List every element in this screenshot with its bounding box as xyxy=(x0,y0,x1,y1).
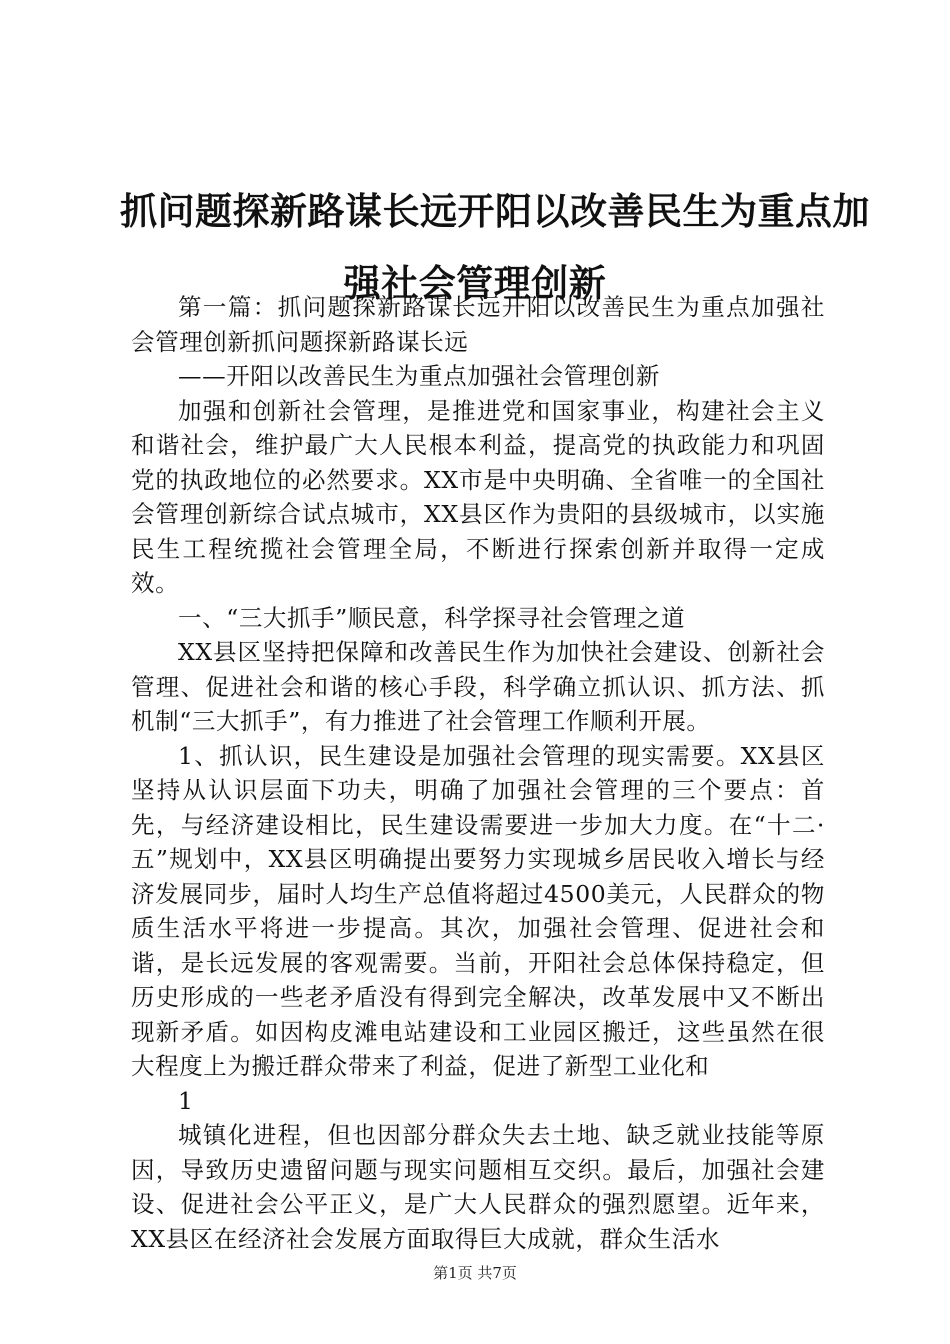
paragraph-continuation: 城镇化进程，但也因部分群众失去土地、缺乏就业技能等原因，导致历史遗留问题与现实问题相互交织。最后，加强社会建设、促进社会公平正义，是广大人民群众的强烈愿望。近年来，XX县区在经济社会发展方面取得巨大成就，群众生活水 xyxy=(131,1121,825,1253)
paragraph-intro: 加强和创新社会管理，是推进党和国家事业，构建社会主义和谐社会，维护最广大人民根本利益，提高党的执政能力和巩固党的执政地位的必然要求。XX市是中央明确、全省唯一的全国社会管理创新综合试点城市，XX县区作为贵阳的县级城市，以实施民生工程统揽社会管理全局，不断进行探索创新并取得一定成效。 xyxy=(131,396,825,597)
paragraph-chapter-heading: 第一篇：抓问题探新路谋长远开阳以改善民生为重点加强社会管理创新抓问题探新路谋长远 xyxy=(131,293,825,356)
page-footer: 第1页 共7页 xyxy=(433,1264,517,1282)
paragraph-point-1: 1、抓认识，民生建设是加强社会管理的现实需要。XX县区坚持从认识层面下功夫，明确了加强社会管理的三个要点：首先，与经济建设相比，民生建设需要进一步加大力度。在“十二·五”规划中，XX县区明确提出要努力实现城乡居民收入增长与经济发展同步，届时人均生产总值将超过4500美元，人民群众的物质生活水平将进一步提高。其次，加强社会管理、促进社会和谐，是长远发展的客观需要。当前，开阳社会总体保持稳定，但历史形成的一些老矛盾没有得到完全解决，改革发展中又不断出现新矛盾。如因构皮滩电站建设和工业园区搬迁，这些虽然在很大程度上为搬迁群众带来了利益，促进了新型工业化和 xyxy=(131,741,825,1080)
title-line-2: 强社会管理创新 xyxy=(343,262,607,305)
paragraph-section-heading: 一、“三大抓手”顺民意，科学探寻社会管理之道 xyxy=(178,603,686,632)
document-body xyxy=(131,290,825,1256)
title-line-1: 抓问题探新路谋长远开阳以改善民生为重点加 xyxy=(120,190,870,233)
paragraph-section-intro: XX县区坚持把保障和改善民生作为加快社会建设、创新社会管理、促进社会和谐的核心手段，科学确立抓认识、抓方法、抓机制“三大抓手”，有力推进了社会管理工作顺利开展。 xyxy=(131,638,825,735)
paragraph-subtitle: ——开阳以改善民生为重点加强社会管理创新 xyxy=(178,362,660,390)
inline-page-number: 1 xyxy=(178,1086,194,1115)
